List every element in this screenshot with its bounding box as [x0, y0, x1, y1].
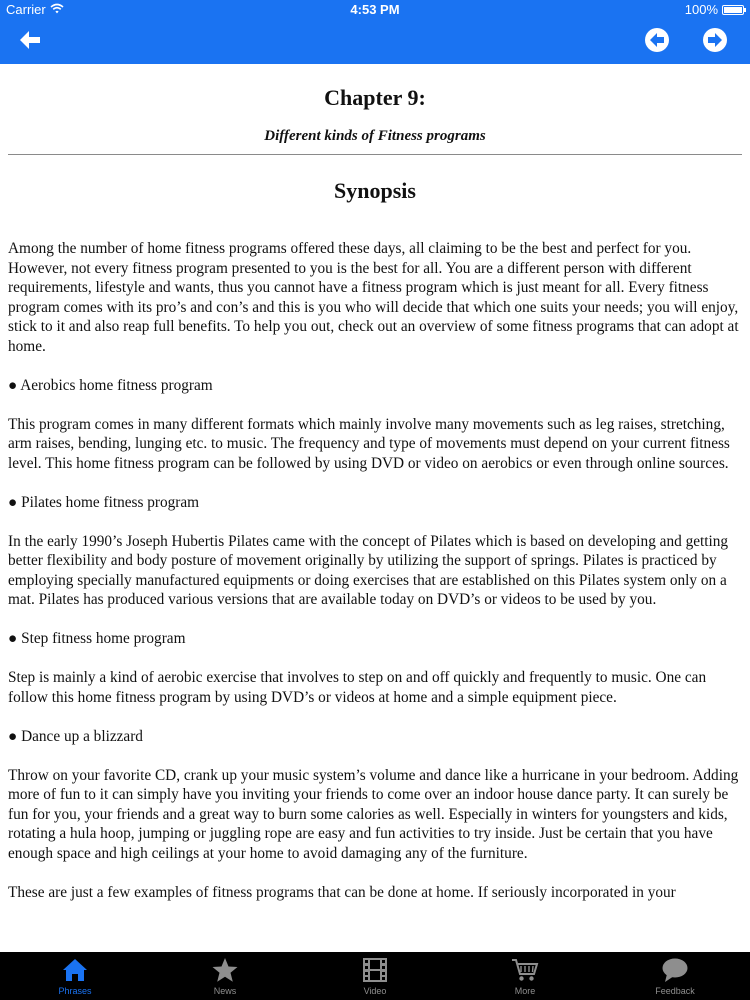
top-bar [0, 0, 750, 64]
divider [8, 154, 742, 155]
bullet-heading: ● Dance up a blizzard [8, 727, 143, 745]
back-button[interactable] [16, 26, 44, 54]
paragraph: In the early 1990’s Joseph Hubertis Pilates came with the concept of Pilates which is based on developing and getting better flexibility and body posture of movement originally by utilizing the support of springs. Pilates is practiced by employing specially manufactured equipments or doing exercises that are established on this Pilates system only on a mat. Pilates has produced various versions that are available today on DVD’s or videos to be used by you. [8, 532, 729, 608]
tab-feedback[interactable] [621, 952, 729, 1000]
film-icon [361, 957, 389, 983]
paragraph: Throw on your favorite CD, crank up your music system’s volume and dance like a hurricane in your bedroom. Adding more of fun to it can simply have you inviting your friends to come over an indoor house dance party. It can surely be fun for you, your friends and a great way to burn some calories as well. Especially in winters for youngsters and kids, rotating a hula hoop, jumping or juggling rope are easy and fun activities to try inside. Just be certain that you have enough space and high ceilings at your home to avoid damaging any of the furniture. [8, 766, 739, 862]
status-time: 4:53 PM [350, 2, 400, 17]
tab-news[interactable] [171, 952, 279, 1000]
paragraph-intro: Among the number of home fitness programs offered these days, all claiming to be the best and perfect for you. However, not every fitness program presented to you is the best for all. You are a different person with different requirements, lifestyle and wants, thus you cannot have a fitness program which is just meant for all. Every fitness program comes with its pro’s and con’s and this is you who will decide that which one suits your needs; you will enjoy, stick to it and also reap full benefits. To help you out, check out an overview of some fitness programs that can adopt at home. [8, 240, 739, 355]
bullet-heading: ● Pilates home fitness program [8, 493, 200, 511]
tab-label: More [514, 986, 536, 996]
cart-icon [511, 957, 539, 983]
paragraph: This program comes in many different formats which mainly involve many movements such as leg raises, stretching, arm raises, bending, lunging etc. to music. The frequency and type of movements must depend on your current fitness level. This home fitness program can be followed by using DVD or video on aerobics or even through online sources. [8, 415, 730, 472]
battery-icon [722, 5, 744, 15]
battery-percent: 100% [684, 2, 718, 17]
tab-phrases[interactable] [21, 952, 129, 1000]
tab-bar [0, 952, 750, 1000]
tab-label: News [213, 986, 237, 996]
circle-left-arrow-icon [644, 27, 670, 53]
tab-more[interactable] [471, 952, 579, 1000]
tab-label: Phrases [58, 986, 92, 996]
status-bar [0, 0, 750, 20]
speech-bubble-icon [661, 957, 689, 983]
star-icon [211, 957, 239, 983]
home-icon [61, 957, 89, 983]
chapter-title: Chapter 9: [324, 85, 426, 110]
tab-label: Feedback [655, 986, 695, 996]
battery-fill [724, 7, 742, 13]
carrier-label: Carrier [6, 2, 46, 17]
previous-chapter-button[interactable] [643, 26, 671, 54]
battery-group [685, 0, 744, 20]
tab-video[interactable] [321, 952, 429, 1000]
body-text [8, 239, 742, 902]
next-chapter-button[interactable] [701, 26, 729, 54]
back-arrow-icon [18, 29, 42, 51]
bullet-heading: ● Aerobics home fitness program [8, 376, 213, 394]
chapter-content[interactable] [8, 64, 742, 952]
section-title: Synopsis [334, 178, 416, 203]
bullet-heading: ● Step fitness home program [8, 630, 186, 647]
tab-label: Video [363, 986, 387, 996]
paragraph: Step is mainly a kind of aerobic exercise that involves to step on and off quickly and frequently to music. One can follow this home fitness program by using DVD’s or videos at home and a simple equipment piece. [8, 669, 707, 706]
circle-right-arrow-icon [702, 27, 728, 53]
paragraph: These are just a few examples of fitness programs that can be done at home. If seriously incorporated in your [8, 883, 676, 901]
chapter-subtitle: Different kinds of Fitness programs [264, 128, 486, 144]
